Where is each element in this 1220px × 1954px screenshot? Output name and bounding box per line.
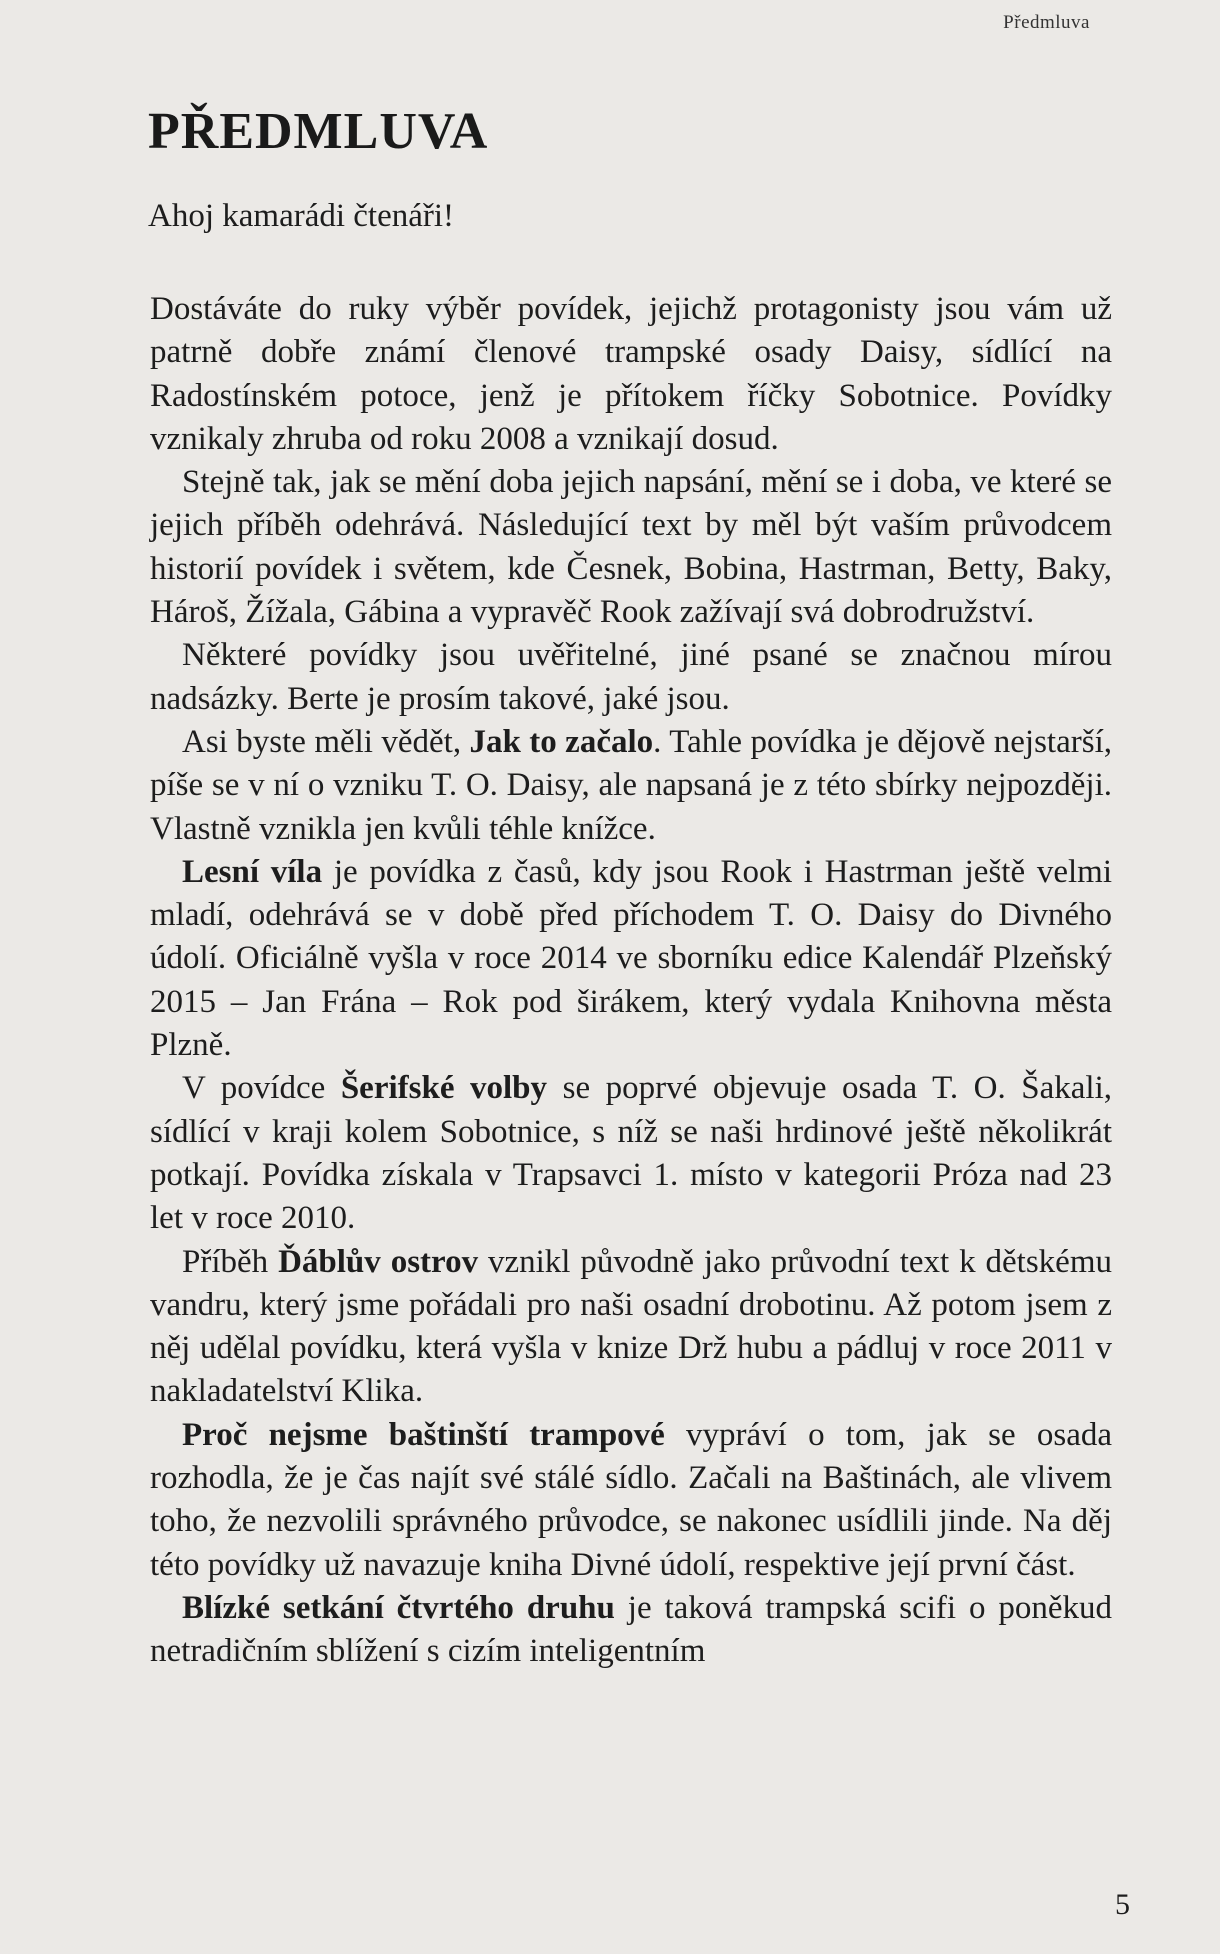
paragraph: Příběh Ďáblův ostrov vznikl původně jako průvodní text k dětskému vandru, který jsme pořádali pro naši osadní drobotinu. Až potom jsem z něj udělal povídku, která vyšla v knize Drž hubu a pádluj v roce 2011 v nakladatelství Klika. <box>150 1243 1112 1410</box>
paragraph: V povídce Šerifské volby se poprvé objevuje osada T. O. Šakali, sídlící v kraji kolem Sobotnice, s níž se naši hrdinové ještě několikrát potkají. Povídka získala v Trapsavci 1. místo v kategorii Próza nad 23 let v roce 2010. <box>150 1070 1112 1237</box>
paragraph: Lesní víla je povídka z časů, kdy jsou Rook i Hastrman ještě velmi mladí, odehrává se v době před příchodem T. O. Daisy do Divného údolí. Oficiálně vyšla v roce 2014 ve sborníku edice Kalendář Plzeňský 2015 – Jan Frána – Rok pod širákem, který vydala Knihovna města Plzně. <box>150 853 1113 1064</box>
paragraph: Asi byste měli vědět, Jak to začalo. Tahle povídka je dějově nejstarší, píše se v ní o vzniku T. O. Daisy, ale napsaná je z této sbírky nejpozději. Vlastně vznikla jen kvůli téhle knížce. <box>150 723 1112 847</box>
running-header: Předmluva <box>1003 12 1090 33</box>
story-title: Lesní víla <box>182 853 323 890</box>
story-title: Jak to začalo <box>469 723 654 760</box>
paragraph: Blízké setkání čtvrtého druhu je taková trampská scifi o poněkud netradičním sblížení s cizím inteligentním <box>150 1589 1112 1670</box>
story-title: Proč nejsme baštinští trampové <box>182 1416 665 1453</box>
paragraph: Některé povídky jsou uvěřitelné, jiné psané se značnou mírou nadsázky. Berte je prosím takové, jaké jsou. <box>150 637 1112 717</box>
page-number: 5 <box>1115 1888 1130 1921</box>
story-title: Šerifské volby <box>340 1070 548 1107</box>
page-title: PŘEDMLUVA <box>148 103 489 160</box>
paragraph: Dostáváte do ruky výběr povídek, jejichž protagonisty jsou vám už patrně dobře známí členové trampské osady Daisy, sídlící na Radostínském potoce, jenž je přítokem říčky Sobotnice. Povídky vznikaly zhruba od roku 2008 a vznikají dosud. <box>150 291 1112 457</box>
story-title: Ďáblův ostrov <box>278 1243 479 1280</box>
paragraph: Stejně tak, jak se mění doba jejich napsání, mění se i doba, ve které se jejich příběh odehrává. Následující text by měl být vaším průvodcem historií povídek i světem, kde Česnek, Bobina, Hastrman, Betty, Baky, Hároš, Žížala, Gábina a vypravěč Rook zažívají svá dobrodružství. <box>150 464 1112 631</box>
paragraph: Proč nejsme baštinští trampové vypráví o tom, jak se osada rozhodla, že je čas najít své stálé sídlo. Začali na Baštinách, ale vlivem toho, že nezvolili správného průvodce, se nakonec usídlili jinde. Na děj této povídky už navazuje kniha Divné údolí, respektive její první část. <box>150 1416 1112 1583</box>
body-text <box>150 288 1112 1674</box>
story-title: Blízké setkání čtvrtého druhu <box>182 1589 615 1626</box>
greeting: Ahoj kamarádi čtenáři! <box>148 198 455 234</box>
